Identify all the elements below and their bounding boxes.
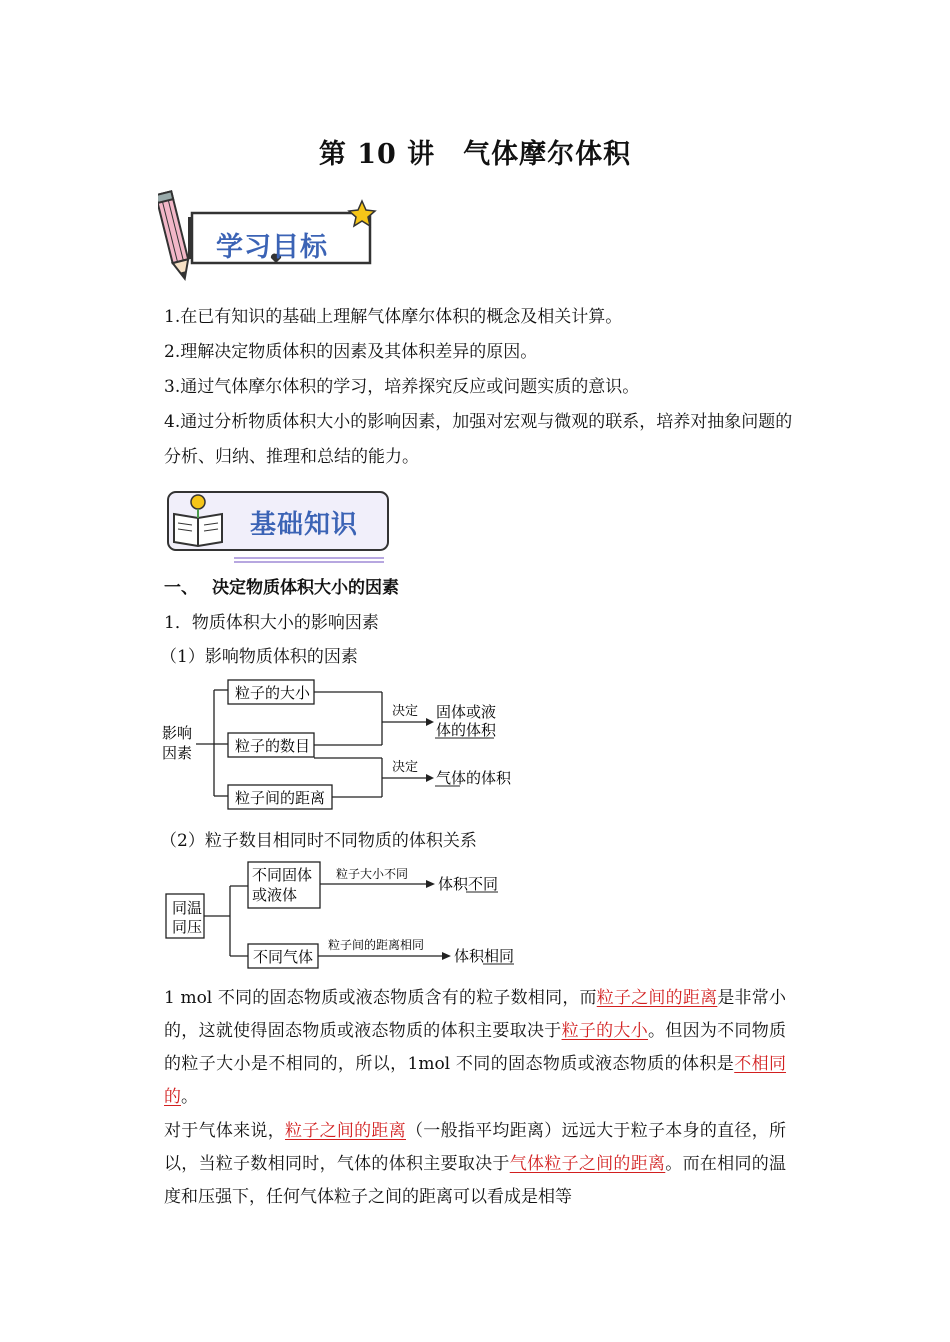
text-run: 。而在相同的温度和压强下，任何气体粒子之间的距离可以看成是相等 xyxy=(164,1154,787,1207)
goal-item: 4.通过分析物质体积大小的影响因素，加强对宏观与微观的联系，培养对抽象问题的分析、归纳、推理和总结的能力。 xyxy=(164,412,793,467)
diagram2-root: 同压 xyxy=(172,918,203,936)
text-run: 1 mol 不同的固态物质或液态物质含有的粒子数相同，而 xyxy=(164,988,597,1008)
diagram1-decide-label: 决定 xyxy=(392,760,419,775)
page-title: 第 10 讲 气体摩尔体积 xyxy=(318,139,632,170)
basic-knowledge-banner xyxy=(164,490,392,566)
diagram1-root: 影响 xyxy=(162,724,193,742)
learning-goals-banner xyxy=(158,185,384,285)
paragraph-solid-liquid xyxy=(164,982,786,1114)
section-heading xyxy=(164,573,399,598)
diagram1-box-distance: 粒子间的距离 xyxy=(235,789,326,807)
diagram1-result-solid: 固体或液 xyxy=(436,703,497,721)
basic-knowledge-banner-label: 基础知识 xyxy=(250,510,359,540)
text-run: 对于气体来说， xyxy=(164,1121,285,1141)
subheading-1: 1．物质体积大小的影响因素 xyxy=(164,613,379,633)
goal-item: 3.通过气体摩尔体积的学习，培养探究反应或问题实质的意识。 xyxy=(164,377,640,397)
learning-goals-list xyxy=(164,300,794,475)
highlight-answer: 气体粒子之间的距离 xyxy=(509,1154,666,1174)
diagram2-box-solid: 不同固体 xyxy=(252,866,313,884)
highlight-answer: 粒子之间的距离 xyxy=(596,988,718,1008)
diagram2-box-solid: 或液体 xyxy=(252,886,298,904)
diagram2-result-different: 体积不同 xyxy=(438,875,499,893)
diagram1-result-gas: 气体的体积 xyxy=(436,769,512,787)
text-run: （一般指平均距离）远远大于粒子本身的直径，所以，当粒子数相同时，气体的体积主要取决于 xyxy=(164,1121,786,1174)
section-number: 一、 xyxy=(164,578,198,598)
diagram1-root: 因素 xyxy=(162,744,193,762)
section-title: 决定物质体积大小的因素 xyxy=(212,578,399,598)
highlight-answer: 粒子之间的距离 xyxy=(285,1121,406,1141)
goal-item: 2.理解决定物质体积的因素及其体积差异的原因。 xyxy=(164,342,538,362)
diagram2-arrow-label: 粒子大小不同 xyxy=(336,867,409,881)
diagram1-decide-label: 决定 xyxy=(392,704,419,719)
diagram1-box-size: 粒子的大小 xyxy=(235,684,311,702)
same-particle-count-diagram xyxy=(160,856,540,974)
diagram2-result-same: 体积相同 xyxy=(454,947,515,965)
diagram1-result-solid: 体的体积 xyxy=(436,721,497,739)
text-run: 是非常小的，这就使得固态物质或液态物质的体积主要取决于 xyxy=(164,988,786,1041)
subheading-1-1: （1）影响物质体积的因素 xyxy=(160,647,358,667)
subheading-1-2: （2）粒子数目相同时不同物质的体积关系 xyxy=(160,831,477,851)
goal-item: 1.在已有知识的基础上理解气体摩尔体积的概念及相关计算。 xyxy=(164,307,623,327)
diagram2-root: 同温 xyxy=(172,899,203,917)
text-run: 。但因为不同物质的粒子大小是不相同的，所以，1mol 不同的固态物质或液态物质的体积是 xyxy=(164,1021,787,1074)
text-run: 。 xyxy=(181,1087,198,1107)
volume-factors-diagram xyxy=(160,672,520,816)
highlight-answer: 粒子的大小 xyxy=(561,1021,649,1041)
learning-goals-banner-label: 学习目标 xyxy=(216,232,328,263)
diagram2-arrow-label: 粒子间的距离相同 xyxy=(328,938,425,952)
paragraph-gas xyxy=(164,1115,786,1214)
diagram2-box-gas: 不同气体 xyxy=(253,948,314,966)
highlight-answer: 不相同的 xyxy=(164,1054,787,1107)
diagram1-box-number: 粒子的数目 xyxy=(235,737,311,755)
